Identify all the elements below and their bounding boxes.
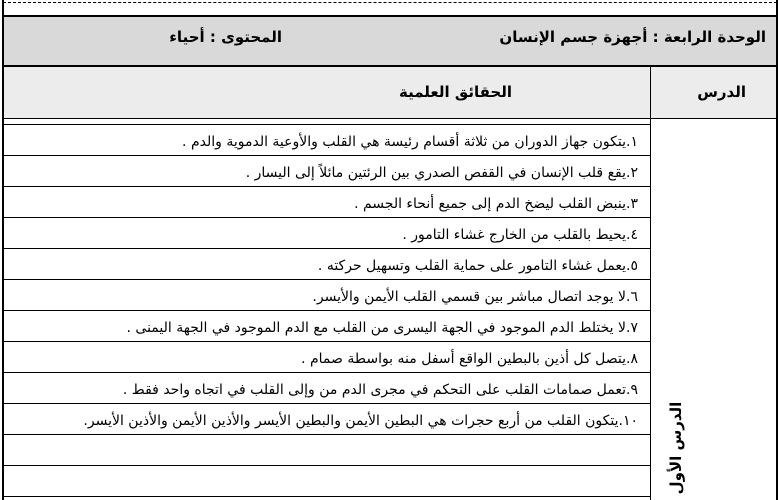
row-separator xyxy=(3,496,650,497)
row-separator xyxy=(3,124,650,125)
column-header-band xyxy=(3,66,777,118)
row-separator xyxy=(3,248,650,249)
header-bottom-border xyxy=(3,65,777,67)
top-dashed-border xyxy=(3,2,777,3)
fact-row-5: ٥.يعمل غشاء التامور على حماية القلب وتسهيل حركته . xyxy=(317,258,638,274)
fact-row-8: ٨.يتصل كل أذين بالبطين الواقع أسفل منه بواسطة صمام . xyxy=(301,351,638,367)
row-separator xyxy=(3,186,650,187)
content-subject: المحتوى : أحياء xyxy=(169,28,282,46)
lesson-column-header: الدرس xyxy=(697,83,746,101)
fact-row-10: ١٠.يتكون القلب من أربع حجرات هي البطين الأيمن والبطين الأيسر والأذين الأيمن والأذين الأيسر. xyxy=(83,413,638,429)
fact-row-7: ٧.لا يختلط الدم الموجود في الجهة اليسرى من القلب مع الدم الموجود في الجهة اليمنى . xyxy=(126,320,638,336)
fact-row-1: ١.يتكون جهاز الدوران من ثلاثة أقسام رئيسة هي القلب والأوعية الدموية والدم . xyxy=(182,134,638,150)
row-separator xyxy=(3,217,650,218)
column-header-bottom-border xyxy=(3,118,777,119)
lesson-name: الدرس الأول xyxy=(667,401,685,495)
fact-row-3: ٣.ينبض القلب ليضخ الدم إلى جميع أنحاء الجسم . xyxy=(354,196,638,212)
fact-row-2: ٢.يقع قلب الإنسان في القفص الصدري بين الرئتين مائلاً إلى اليسار . xyxy=(245,165,638,181)
column-divider xyxy=(650,66,651,500)
fact-row-9: ٩.تعمل صمامات القلب على التحكم في مجرى الدم من وإلى القلب في اتجاه واحد فقط . xyxy=(122,382,638,398)
fact-row-6: ٦.لا يوجد اتصال مباشر بين قسمي القلب الأيمن والأيسر. xyxy=(312,289,638,305)
row-separator xyxy=(3,155,650,156)
fact-row-4: ٤.يحيط بالقلب من الخارج غشاء التامور . xyxy=(402,227,638,243)
header-top-border xyxy=(3,15,777,17)
row-separator xyxy=(3,372,650,373)
lesson-name-cell xyxy=(656,396,696,500)
row-separator xyxy=(3,341,650,342)
facts-column-header: الحقائق العلمية xyxy=(398,83,512,101)
row-separator xyxy=(3,279,650,280)
row-separator xyxy=(3,434,650,435)
row-separator xyxy=(3,310,650,311)
row-separator xyxy=(3,465,650,466)
outer-border-right xyxy=(776,0,778,500)
outer-border-left xyxy=(2,0,4,500)
row-separator xyxy=(3,403,650,404)
unit-title: الوحدة الرابعة : أجهزة جسم الإنسان xyxy=(499,28,766,46)
